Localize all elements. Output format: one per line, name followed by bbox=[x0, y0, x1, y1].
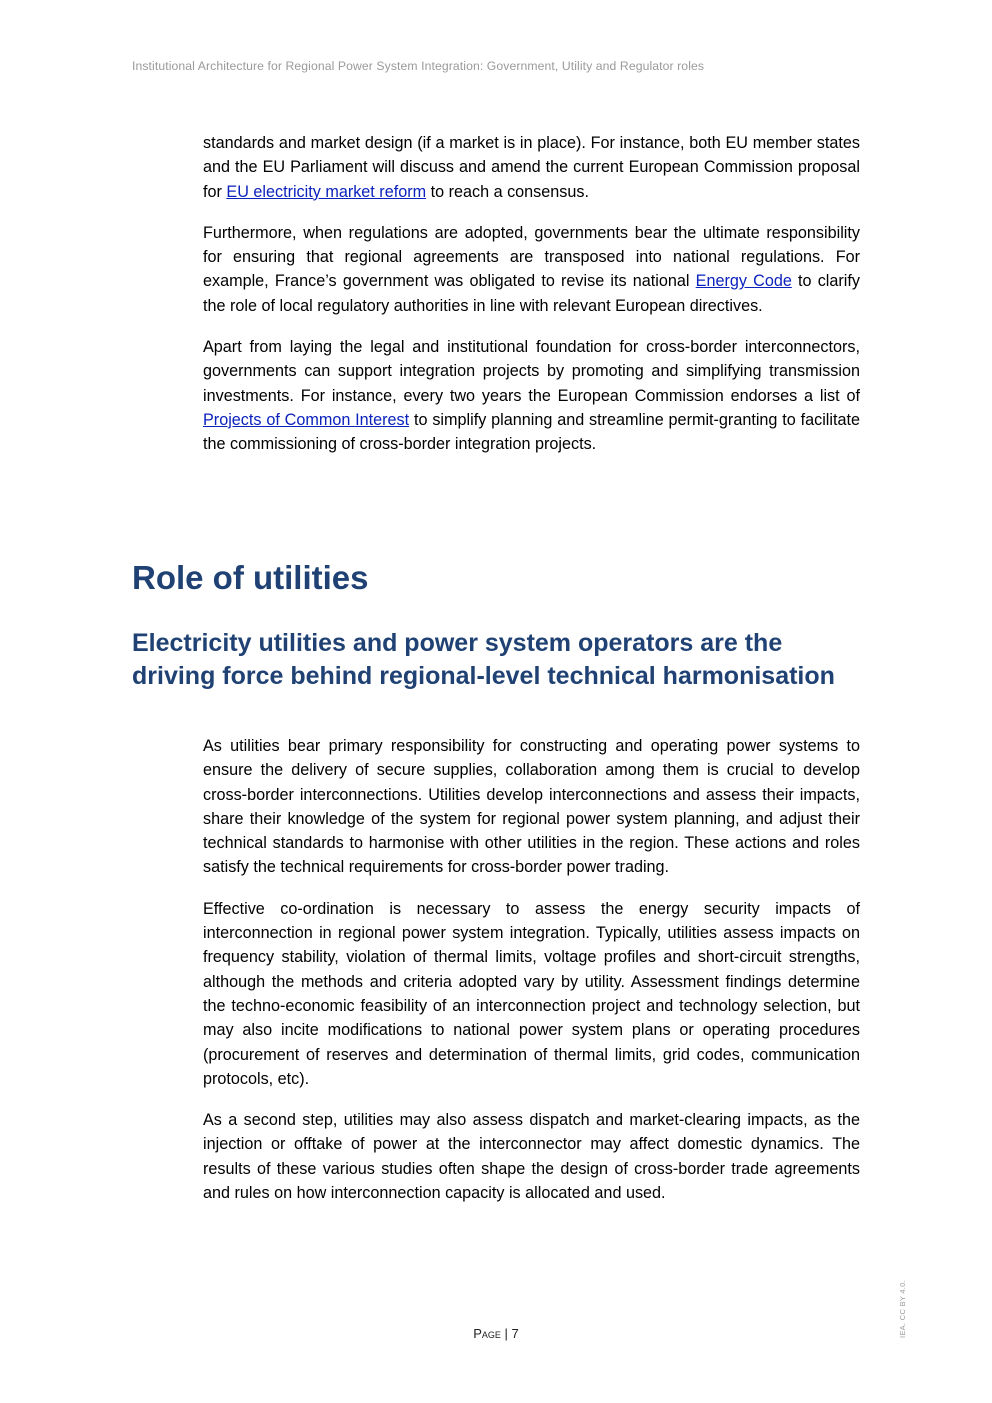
running-header: Institutional Architecture for Regional Power System Integration: Government, Utility and Regulator roles bbox=[132, 59, 705, 73]
license-note: IEA. CC BY 4.0. bbox=[898, 1279, 907, 1338]
projects-of-common-interest-link[interactable]: Projects of Common Interest bbox=[203, 410, 410, 429]
paragraph: As a second step, utilities may also assess dispatch and market-clearing impacts, as the injection or offtake of power at the interconnector may affect domestic dynamics. The results of these various studies often shape the design of cross-border trade agreements and rules on how interconnection capacity is allocated and used. bbox=[203, 1111, 860, 1203]
page-label: Page bbox=[473, 1326, 501, 1341]
page-separator: | bbox=[500, 1326, 512, 1341]
paragraph: Effective co-ordination is necessary to assess the energy security impacts of interconnection in regional power system integration. Typically, utilities assess impacts on frequency stability, violation of thermal limits, voltage profiles and short-circuit strengths, although the methods and criteria adopted vary by utility. Assessment findings determine the techno-economic feasibility of an interconnection project and technology selection, but may also incite modifications to national power system plans or operating procedures (procurement of reserves and determination of thermal limits, grid codes, communication protocols, etc). bbox=[203, 899, 860, 1088]
paragraph: standards and market design (if a market is in place). For instance, both EU member states and the EU Parliament will discuss and amend the current European Commission proposal for EU electricity market reform to reach a consensus. bbox=[203, 134, 860, 201]
section-text bbox=[203, 734, 860, 1205]
section-heading: Role of utilities bbox=[132, 559, 369, 596]
energy-code-link[interactable]: Energy Code bbox=[695, 272, 792, 291]
eu-electricity-market-reform-link[interactable]: EU electricity market reform bbox=[226, 182, 427, 201]
paragraph: Apart from laying the legal and institutional foundation for cross-border interconnectors, governments can support integration projects by promoting and simplifying transmission investments. For instance, every two years the European Commission endorses a list of Projects of Common Interest to simplify planning and streamline permit-granting to facilitate the commissioning of cross-border integration projects. bbox=[203, 338, 860, 454]
page-number-value: 7 bbox=[511, 1326, 519, 1341]
paragraph: As utilities bear primary responsibility for constructing and operating power systems to ensure the delivery of secure supplies, collaboration among them is crucial to develop cross-border interconnections. Utilities develop interconnections and assess their impacts, share their knowledge of the system for regional power system planning, and adjust their technical standards to harmonise with other utilities in the region. These actions and roles satisfy the technical requirements for cross-border power trading. bbox=[203, 737, 860, 877]
paragraph: Furthermore, when regulations are adopted, governments bear the ultimate responsibility for ensuring that regional agreements are transposed into national regulations. For example, France’s government was obligated to revise its national Energy Code to clarify the role of local regulatory authorities in line with relevant European directives. bbox=[203, 223, 860, 315]
section-subheading: Electricity utilities and power system operators are the driving force behind regional-level technical harmonisation bbox=[132, 629, 835, 690]
intro-text bbox=[203, 131, 860, 457]
page-number bbox=[0, 1326, 992, 1341]
